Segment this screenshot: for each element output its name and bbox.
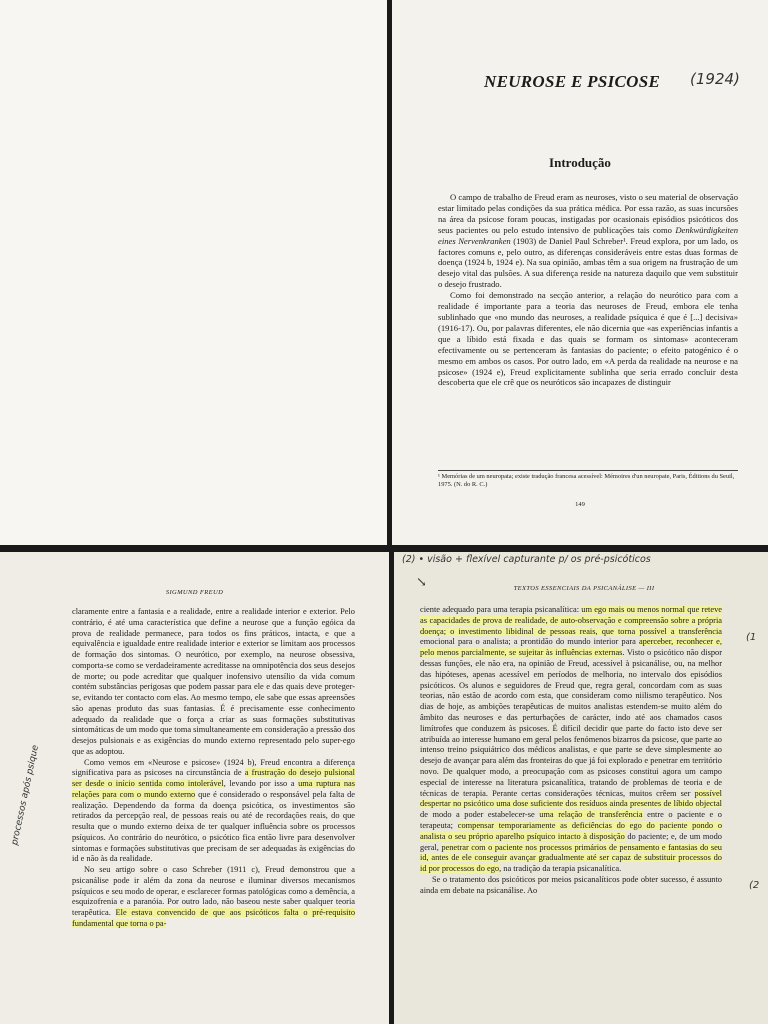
page-number: 149 <box>575 501 585 508</box>
left-text-page <box>0 552 389 1024</box>
handwritten-year-note: (1924) <box>690 70 740 88</box>
highlighted-text: uma relação de transferência <box>539 810 643 820</box>
highlighted-text: uma ruptura nas relações para com o mundo externo <box>72 779 355 799</box>
highlighted-text: penetrar com o paciente nos processos primários de pensamento e fantasias do seu id, antes de ele conseguir avançar gradualmente até ser capaz de substituir processos do id por processos do ego <box>420 842 722 874</box>
highlighted-text: a frustração do desejo pulsional ser desde o início sentida como intolerável <box>72 768 355 788</box>
text-run: do paciente; e, de um modo geral, <box>420 831 722 852</box>
text-run: , na tradição da terapia psicanalítica. <box>499 864 622 874</box>
arrow-icon: ↘ <box>416 574 427 589</box>
text-run: de modo a poder estabelecer-se <box>420 810 540 820</box>
blank-left-page <box>0 0 387 545</box>
page2-body-text <box>438 192 738 388</box>
handwritten-margin-mark: (2 <box>749 880 760 891</box>
italic-title: Denkwürdigkeiten eines Nervenkranken <box>438 224 738 246</box>
paragraph: Se o tratamento dos psicóticos por meios psicanalíticos pode obter sucesso, é assunto ainda em debate na psicanálise. Ao <box>420 874 722 895</box>
page3-body-text <box>72 607 355 930</box>
chapter-opening-page <box>392 0 768 545</box>
highlighted-text: aperceber, reconhecer e, pelo menos parcialmente, se sujeitar às influências externas <box>420 637 722 658</box>
text-run: Como vemos em «Neurose e psicose» (1924 b), Freud encontra a diferença significativa para as psicoses na circunstância de <box>72 757 355 778</box>
highlighted-text: possível despertar no psicótico uma dose suficiente dos resíduos ainda presentes de líbido objectal <box>420 788 722 809</box>
running-head: SIGMUND FREUD <box>165 589 224 596</box>
handwritten-margin-note: processos após psique <box>10 744 41 847</box>
right-text-page <box>394 552 768 1024</box>
handwritten-margin-mark: (1 <box>746 632 757 643</box>
text-run: (1903) de Daniel Paul Schreber¹. Freud explora, por um lado, os factores comuns e, pelo outro, as diferenças consideráveis entre estas duas formas de doença (1924 b, 1924 e). Na sua opinião, ambas têm a sua origem na frustração de um desejo vital das pulsões. A sua diferença reside na natureza daquilo que vem substituir o desejo frustrado. <box>438 235 738 290</box>
highlighted-text: compensar temporariamente as deficiências do ego do paciente pondo o analista o seu próprio aparelho psíquico intacto à disposição <box>420 820 723 841</box>
section-heading: Introdução <box>549 155 611 170</box>
text-run: , levando por isso a <box>223 779 299 788</box>
paragraph <box>72 758 355 866</box>
paragraph <box>72 865 355 930</box>
text-run: O campo de trabalho de Freud eram as neuroses, visto o seu material de observação estar limitado pelas condições da sua prática médica. Por essa razão, as suas incursões na área da psicose foram poucas, instigadas por ocasionais episódios psicóticos dos seus pacientes ou pelo estudo intensivo de publicações tais como <box>438 192 738 235</box>
text-run: que é considerado o responsável pela falta de realização. Dependendo da forma da doença psicótica, os investimentos são retirados da percepção real, de pessoas reais ou até de recordações reais, do que resulta que o mundo externo deixa de ter qualquer influência sobre os processos psíquicos. Ao contrário do neurótico, o psicótico fica então livre para desenvolver sintomas e formações substitutivas que precisam de ser adequadas às exigências do id e não às da realidade. <box>72 789 356 864</box>
text-run: No seu artigo sobre o caso Schreber (1911 c), Freud demonstrou que a psicanálise pode ir além da zona da neurose e iluminar diversos mecanismos psíquicos e seu modo de operar, e esclarecer formas patológicas como a demência, a esquizofrenia e a paranóia. Por outro lado, não baseou neste saber qualquer teoria terapêutica. <box>72 865 355 917</box>
text-run: ciente adequado para uma terapia psicanalítica: <box>420 605 582 614</box>
running-head: TEXTOS ESSENCIAIS DA PSICANÁLISE — III <box>513 585 655 592</box>
paragraph: claramente entre a fantasia e a realidade, entre a realidade interior e exterior. Pelo contrário, é até uma característica que define a neurose que a função egóica da prova de realidade permanece, para todos os fins práticos, intacta, e que a equivalência e igualdade entre realidade interior e exterior se limitam aos processos de formação dos sintomas. O neurótico, por exemplo, na neurose obsessiva, comporta-se como se verdadeiramente acreditasse na omnipotência dos seus desejos de morte; ou pode acreditar que qualquer inofensivo utensílio da vida comum contém substâncias perigosas que podem passar para ele e das quais deve proteger-se, evitando ter contacto com elas. Ao mesmo tempo, ele sabe que essas apreensões são apenas produto das suas fantasias. É é precisamente esse conhecimento adequado da realidade que o força a criar as suas formações substitutivas sintomáticas de um modo que toma simultaneamente em consideração a pressão dos desejos pulsionais e as exigências do mundo externo representado pelo super-ego que as adoptou. <box>72 607 355 756</box>
paragraph: Como foi demonstrado na secção anterior, a relação do neurótico para com a realidade é importante para a teoria das neuroses de Freud, embora ele tenha sublinhado que «no mundo das neuroses, a realidade psíquica é que é [...] decisiva» (1916-17). Ou, por palavras diferentes, ele não dicernia que «as experiências infantis a que a líbido está fixada e das quais se formam os sintomas» aconteceram efectivamente ou se pertenceram às fantasias do paciente; o efeito patogénico é o mesmo em ambos os casos. Por outro lado, em «A perda da realidade na neurose e na psicose» (1924 e), Freud explicitamente sublinha que seria errado concluir desta descoberta que ele crê que os neuróticos são incapazes de distinguir <box>438 290 738 388</box>
text-run: . Visto o psicótico não dispor dessas funções, ele não era, na opinião de Freud, acessível à psicanálise, ou, na melhor das hipóteses, apenas acessível em períodos de melhoria, no intervalo dos episódios psicóticos. Os alunos e seguidores de Freud que, regra geral, concordam com as suas teorias, não estão de acordo com esta, que consideram como niilismo terapêutico. Nos dias de hoje, as ambições terapêuticas de muitos analistas estendem-se muito além do âmbito das neuroses e das perturbações de carácter, indo até aos chamados casos limítrofes que conduzem às psicoses. É difícil decidir que parte do facto isto deve ser atribuída ao interesse humano em geral pelos fenómenos bizarros da psicose, que parte ao intenso treino psiquiátrico dos médicos analistas, e que parte se deve simplesmente ao desejo de avançar para além das fronteiras do que já foi explorado e penetrar em território novo. De qualquer modo, a preocupação com as psicoses constitui agora um campo especial de interesse na literatura psicanalítica, tratando de problemas de teoria e de técnicas de terapia. Perante certas considerações técnicas, muitos crêem ser <box>420 648 722 798</box>
paragraph <box>438 192 738 290</box>
text-run: entre o paciente e o terapeuta; <box>420 810 722 830</box>
page4-body-text <box>420 605 722 897</box>
chapter-title: NEUROSE E PSICOSE <box>484 72 661 91</box>
footnote: ¹ Memórias de um neuropata; existe tradução francesa acessível: Mémoires d'un neuropate, Paris, Éditions du Seuil, 1975. (N. do R. C.) <box>438 470 738 489</box>
highlighted-text: um ego mais ou menos normal que reteve as capacidades de prova de realidade, de auto-observação e compreensão sobre a própria doença; o investimento libidinal de pessoas reais, que torna possível a transferência <box>420 605 722 636</box>
handwritten-top-note: (2) • visão + flexível capturante p/ os pré-psicóticos <box>402 554 651 565</box>
text-run: emocional para o analista; a prontidão do mundo interior para <box>420 637 639 647</box>
highlighted-text: Ele estava convencido de que aos psicóticos falta o pré-requisito fundamental que torna o pa- <box>72 908 356 928</box>
paragraph <box>420 605 722 875</box>
